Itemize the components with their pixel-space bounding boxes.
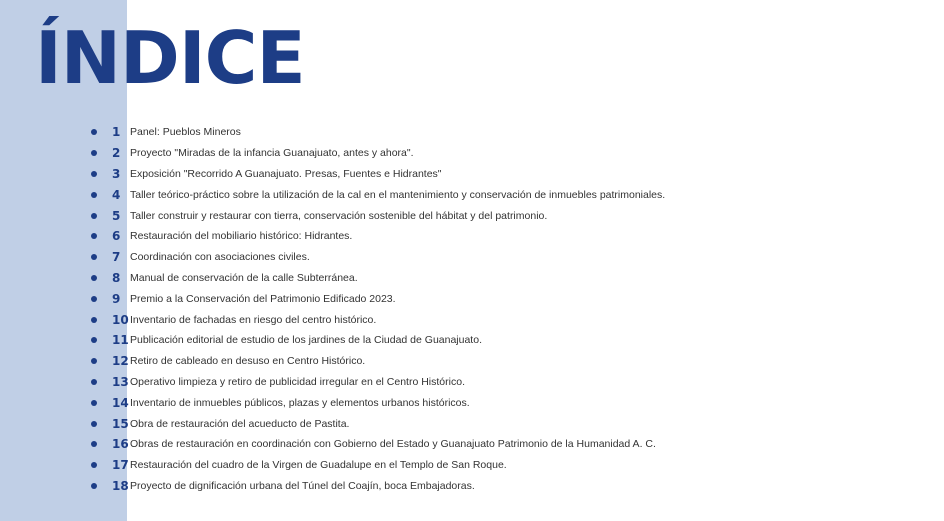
bullet-icon — [91, 358, 97, 364]
bullet-icon — [91, 150, 97, 156]
item-number: 1 — [112, 125, 121, 140]
list-item — [87, 434, 665, 455]
bullet-icon — [91, 421, 97, 427]
item-text: Panel: Pueblos Mineros — [130, 126, 241, 139]
list-item — [87, 309, 665, 330]
item-number: 17 — [112, 458, 129, 473]
bullet-icon — [91, 254, 97, 260]
item-text: Inventario de inmuebles públicos, plazas y elementos urbanos históricos. — [130, 396, 470, 409]
bullet-icon — [91, 317, 97, 323]
list-item — [87, 330, 665, 351]
list-item — [87, 205, 665, 226]
bullet-icon — [91, 462, 97, 468]
list-item — [87, 455, 665, 476]
item-text: Manual de conservación de la calle Subterránea. — [130, 271, 358, 284]
bullet-icon — [91, 379, 97, 385]
item-number: 8 — [112, 270, 121, 285]
item-number: 2 — [112, 146, 121, 161]
item-text: Taller teórico-práctico sobre la utilización de la cal en el mantenimiento y conservación de inmuebles patrimoniales. — [130, 188, 666, 201]
item-text: Retiro de cableado en desuso en Centro Histórico. — [130, 355, 366, 368]
item-text: Proyecto "Miradas de la infancia Guanajuato, antes y ahora". — [130, 147, 414, 160]
index-list — [87, 122, 665, 496]
item-number: 12 — [112, 354, 129, 369]
item-text: Exposición "Recorrido A Guanajuato. Presas, Fuentes e Hidrantes" — [130, 167, 442, 180]
item-text: Publicación editorial de estudio de los jardines de la Ciudad de Guanajuato. — [130, 334, 482, 347]
bullet-icon — [91, 483, 97, 489]
list-item — [87, 143, 665, 164]
bullet-icon — [91, 400, 97, 406]
list-item — [87, 122, 665, 143]
item-text: Proyecto de dignificación urbana del Túnel del Coajín, boca Embajadoras. — [130, 479, 475, 492]
item-number: 18 — [112, 478, 129, 493]
page-title: ÍNDICE — [35, 16, 305, 100]
item-number: 5 — [112, 208, 121, 223]
item-number: 4 — [112, 187, 121, 202]
item-number: 6 — [112, 229, 121, 244]
list-item — [87, 247, 665, 268]
item-text: Restauración del mobiliario histórico: Hidrantes. — [130, 230, 353, 243]
item-text: Premio a la Conservación del Patrimonio Edificado 2023. — [130, 292, 396, 305]
bullet-icon — [91, 171, 97, 177]
item-text: Coordinación con asociaciones civiles. — [130, 251, 310, 264]
item-number: 14 — [112, 395, 129, 410]
item-number: 3 — [112, 166, 121, 181]
bullet-icon — [91, 129, 97, 135]
list-item — [87, 288, 665, 309]
list-item — [87, 184, 665, 205]
list-item — [87, 268, 665, 289]
item-text: Restauración del cuadro de la Virgen de Guadalupe en el Templo de San Roque. — [130, 459, 507, 472]
bullet-icon — [91, 296, 97, 302]
list-item — [87, 392, 665, 413]
item-number: 15 — [112, 416, 129, 431]
bullet-icon — [91, 213, 97, 219]
list-item — [87, 351, 665, 372]
list-item — [87, 372, 665, 393]
item-number: 9 — [112, 291, 121, 306]
item-number: 7 — [112, 250, 121, 265]
item-number: 10 — [112, 312, 129, 327]
item-number: 11 — [112, 333, 129, 348]
list-item — [87, 413, 665, 434]
list-item — [87, 164, 665, 185]
item-text: Operativo limpieza y retiro de publicidad irregular en el Centro Histórico. — [130, 375, 465, 388]
bullet-icon — [91, 337, 97, 343]
item-number: 16 — [112, 437, 129, 452]
bullet-icon — [91, 275, 97, 281]
bullet-icon — [91, 441, 97, 447]
list-item — [87, 476, 665, 497]
bullet-icon — [91, 192, 97, 198]
item-text: Inventario de fachadas en riesgo del centro histórico. — [130, 313, 377, 326]
item-text: Taller construir y restaurar con tierra, conservación sostenible del hábitat y del patrimonio. — [130, 209, 548, 222]
item-text: Obras de restauración en coordinación con Gobierno del Estado y Guanajuato Patrimonio de la Humanidad A. C. — [130, 438, 656, 451]
bullet-icon — [91, 233, 97, 239]
list-item — [87, 226, 665, 247]
item-text: Obra de restauración del acueducto de Pastita. — [130, 417, 350, 430]
item-number: 13 — [112, 374, 129, 389]
